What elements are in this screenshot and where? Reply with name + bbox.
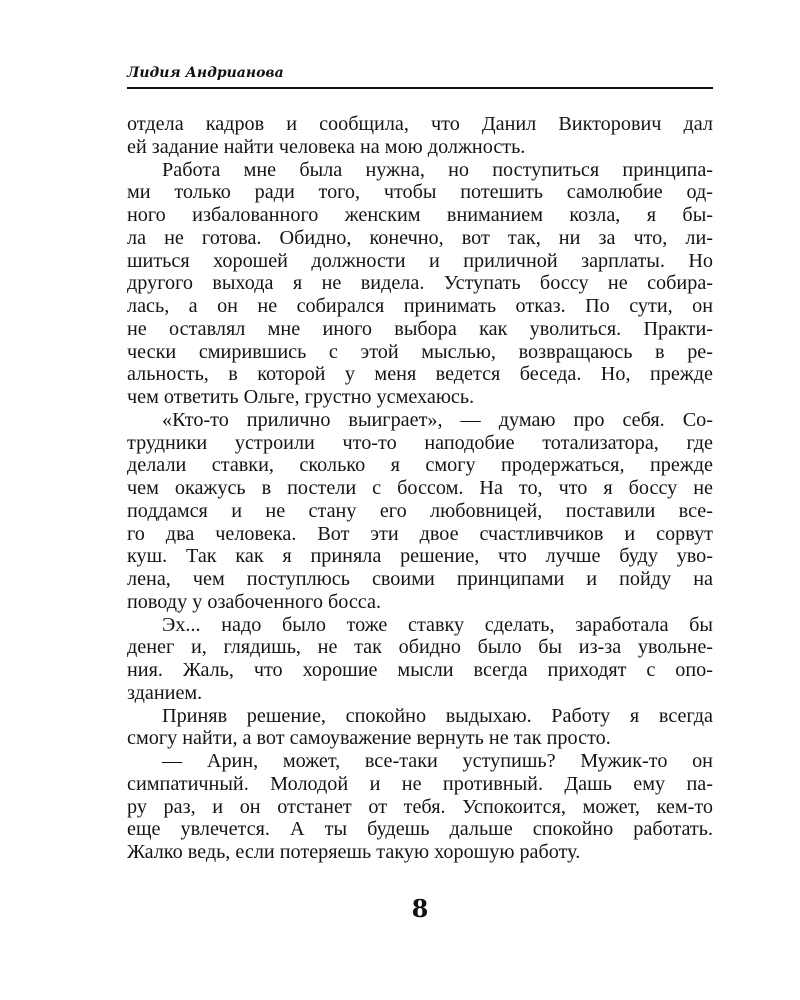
text-line: ния. Жаль, что хорошие мысли всегда приходят с опо- xyxy=(127,659,713,681)
text-line: чем окажусь в постели с боссом. На то, что я боссу не xyxy=(127,477,713,499)
text-line: смогу найти, а вот самоуважение вернуть не так просто. xyxy=(127,727,611,750)
text-line: еще увлечется. А ты будешь дальше спокойно работать. xyxy=(127,818,713,841)
header-rule xyxy=(127,87,713,89)
text-line: ла не готова. Обидно, конечно, вот так, ни за что, ли- xyxy=(127,226,713,249)
text-line: трудники устроили что-то наподобие тотализатора, где xyxy=(127,431,713,454)
text-line: Приняв решение, спокойно выдыхаю. Работу я всегда xyxy=(162,704,713,727)
text-line: Эх... надо было тоже ставку сделать, заработала бы xyxy=(162,613,713,636)
text-line: отдела кадров и сообщила, что Данил Викторович дал xyxy=(127,113,713,135)
text-line: ей задание найти человека на мою должность. xyxy=(127,135,526,158)
text-line: Жалко ведь, если потеряешь такую хорошую работу. xyxy=(127,841,581,863)
text-line: лена, чем поступлюсь своими принципами и пойду на xyxy=(127,568,713,590)
text-line: ного избалованного женским вниманием козла, я бы- xyxy=(127,204,713,226)
text-line: Работа мне была нужна, но поступиться принципа- xyxy=(162,158,713,181)
text-line: ми только ради того, чтобы потешить самолюбие од- xyxy=(127,181,713,204)
text-line: — Арин, может, все-таки уступишь? Мужик-то он xyxy=(162,750,713,772)
text-line: поводу у озабоченного босса. xyxy=(127,590,381,613)
text-line: не оставлял мне иного выбора как уволиться. Практи- xyxy=(127,317,713,340)
page-number: 8 xyxy=(411,894,429,923)
text-line: зданием. xyxy=(127,681,203,704)
text-line: лась, а он не собирался принимать отказ. По сути, он xyxy=(127,295,713,317)
running-header-author: Лидия Андрианова xyxy=(127,65,284,81)
text-line: другого выхода я не видела. Уступать боссу не собира- xyxy=(127,272,713,295)
body-text xyxy=(127,113,713,864)
text-line: альность, в которой у меня ведется беседа. Но, прежде xyxy=(127,363,713,386)
text-line: симпатичный. Молодой и не противный. Дашь ему па- xyxy=(127,772,713,795)
text-line: поддамся и не стану его любовницей, поставили все- xyxy=(127,499,713,522)
text-line: делали ставки, сколько я смогу продержаться, прежде xyxy=(127,454,713,477)
text-line: ру раз, и он отстанет от тебя. Успокоится, может, кем-то xyxy=(127,795,713,818)
text-line: шиться хорошей должности и приличной зарплаты. Но xyxy=(127,249,713,272)
text-line: го два человека. Вот эти двое счастливчиков и сорвут xyxy=(127,522,713,545)
text-line: «Кто-то прилично выиграет», — думаю про себя. Со- xyxy=(162,408,713,431)
text-line: чески смирившись с этой мыслью, возвращаюсь в ре- xyxy=(127,340,713,363)
text-line: денег и, глядишь, не так обидно было бы из-за увольне- xyxy=(127,636,713,659)
text-line: куш. Так как я приняла решение, что лучше буду уво- xyxy=(127,545,713,568)
text-line: чем ответить Ольге, грустно усмехаюсь. xyxy=(127,386,475,408)
